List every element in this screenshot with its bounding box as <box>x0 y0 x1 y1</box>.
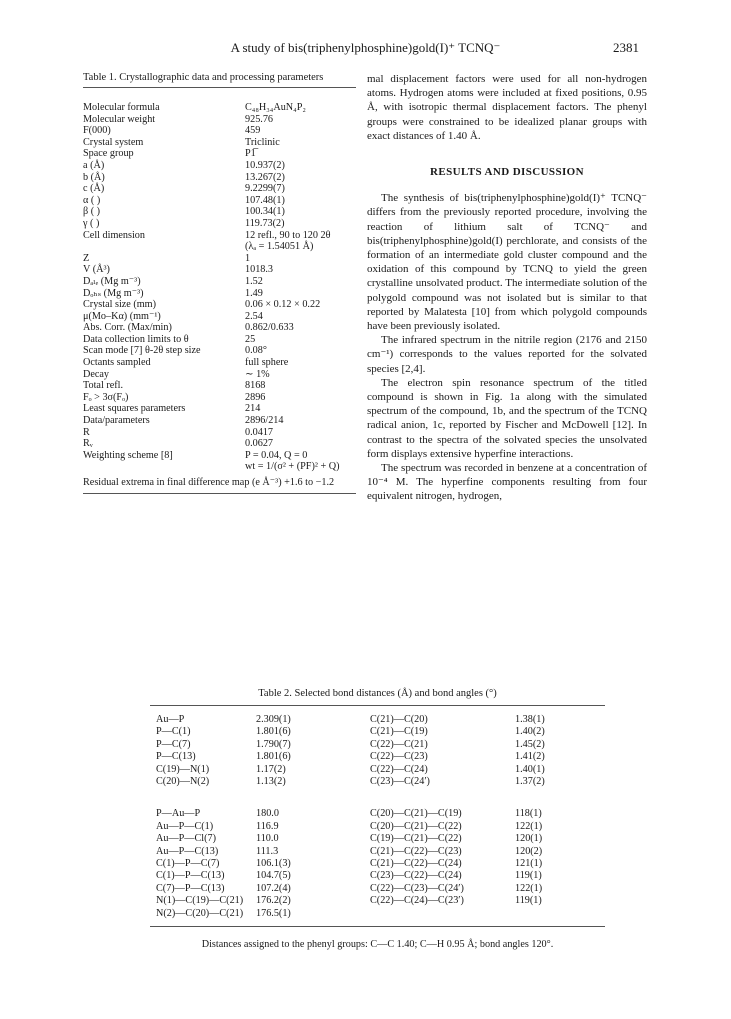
table-1-value: 2896/214 <box>245 415 284 427</box>
table-2-value: 122(1) <box>515 820 543 832</box>
table-2-row <box>150 870 370 882</box>
table-2-value: 1.40(1) <box>515 763 545 775</box>
table-2-value: 1.38(1) <box>515 714 545 725</box>
table-1-row <box>83 322 356 334</box>
table-2 <box>150 688 605 950</box>
table-1-value: 8168 <box>245 380 266 392</box>
table-1-row <box>83 392 356 404</box>
table-1-row <box>83 311 356 323</box>
distances-left-column <box>150 714 370 788</box>
paragraph-5: The spectrum was recorded in benzene at a concentration of 10⁻⁴ M. The hyperfine components resulting from four equivalent nitrogen, hydrogen, <box>367 462 647 503</box>
table-1-label: Crystal system <box>83 136 144 148</box>
table-1-row <box>83 253 356 265</box>
table-1-row <box>83 415 356 427</box>
table-1-label: a (Å) <box>83 159 105 171</box>
table-1-value: 0.0627 <box>245 438 274 450</box>
section-heading: RESULTS AND DISCUSSION <box>430 166 584 179</box>
table-1-label: Rᵥ <box>83 438 93 450</box>
table-2-note: Distances assigned to the phenyl groups: C—C 1.40; C—H 0.95 Å; bond angles 120°. <box>201 939 554 951</box>
table-1-row <box>83 334 356 346</box>
angles-left-column <box>150 808 370 920</box>
table-1-value: 2.54 <box>245 310 263 322</box>
table-1-value: wt = 1/(σ² + (PF)² + Q) <box>245 461 340 473</box>
table-1-label: Octants sampled <box>83 357 151 369</box>
table-2-value: 104.7(5) <box>256 870 291 882</box>
table-2-angle: N(1)—C(19)—C(21) <box>156 895 244 907</box>
table-1-label: Molecular formula <box>83 102 160 113</box>
table-1-value: 107.48(1) <box>245 194 285 206</box>
table-1-value: 1018.3 <box>245 264 274 276</box>
table-1-value: 214 <box>245 403 261 415</box>
table-1-value: 10.937(2) <box>245 159 285 171</box>
table-1-label: Z <box>83 252 90 264</box>
table-1-label <box>83 241 245 253</box>
table-1-label: R <box>83 426 90 438</box>
table-1-label: Least squares parameters <box>83 403 186 415</box>
table-2-row <box>370 821 605 833</box>
table-1-rows <box>83 102 356 473</box>
table-2-angle: C(19)—C(21)—C(22) <box>370 833 462 845</box>
table-2-bond: P—C(7) <box>156 738 191 750</box>
table-1-label: Fₒ > 3σ(Fₒ) <box>83 391 129 403</box>
table-2-bond: Au—P <box>156 714 185 725</box>
table-1-row <box>83 288 356 300</box>
table-1-label: Abs. Corr. (Max/min) <box>83 322 172 334</box>
page-number: 2381 <box>613 40 639 55</box>
table-1-value: 1.52 <box>245 275 263 287</box>
table-1-row <box>83 438 356 450</box>
table-1-label: V (Å³) <box>83 264 110 276</box>
table-1-label: β ( ) <box>83 206 101 218</box>
table-1-value: C₄₈H₃₄AuN₄P₂ <box>245 102 306 113</box>
distances-right-column <box>370 714 605 788</box>
table-2-row <box>370 895 605 907</box>
table-2-bond: C(19)—N(1) <box>156 763 210 775</box>
table-1-row <box>83 183 356 195</box>
table-2-value: 176.2(2) <box>256 895 291 907</box>
table-1 <box>83 72 356 494</box>
angles-right-column <box>370 808 605 920</box>
table-1-value: 9.2299(7) <box>245 183 285 195</box>
table-2-bond: C(21)—C(20) <box>370 714 428 725</box>
table-1-bottom-rule <box>83 493 356 494</box>
table-2-angle: Au—P—C(13) <box>156 845 219 857</box>
table-2-row <box>370 833 605 845</box>
table-1-row <box>83 380 356 392</box>
table-1-row <box>83 172 356 184</box>
table-1-value: 1 <box>245 252 251 264</box>
table-1-row <box>83 461 356 473</box>
table-1-row <box>83 102 356 114</box>
table-1-caption: Table 1. Crystallographic data and processing parameters <box>83 72 324 83</box>
table-1-value: P = 0.04, Q = 0 <box>245 449 308 461</box>
table-1-row <box>83 230 356 242</box>
table-2-value: 1.13(2) <box>256 776 286 788</box>
table-1-value: full sphere <box>245 357 289 369</box>
table-1-row <box>83 148 356 160</box>
table-2-angle: C(22)—C(23)—C(24′) <box>370 882 464 894</box>
paragraph-4: The electron spin resonance spectrum of the titled compound is shown in Fig. 1a along with the simulated spectrum of the compound, 1b, and the spectrum of the TCNQ radical anion, 1c, reported by Fischer and McDowell [12]. In contrast to the spectra of the solvated species the unsolvated form displays extensive hyperfine interactions. <box>367 376 647 460</box>
table-2-angle: P—Au—P <box>156 808 201 820</box>
table-2-angle: C(20)—C(21)—C(22) <box>370 820 462 832</box>
table-2-row <box>150 764 370 776</box>
table-2-row <box>370 870 605 882</box>
table-1-row <box>83 299 356 311</box>
table-2-value: 122(1) <box>515 882 543 894</box>
table-1-label: Crystal size (mm) <box>83 299 156 311</box>
table-1-row <box>83 345 356 357</box>
table-1-label: Decay <box>83 368 110 380</box>
table-2-row <box>370 739 605 751</box>
table-1-label: Space group <box>83 148 134 160</box>
table-2-value: 1.790(7) <box>256 738 291 750</box>
table-2-angle: C(1)—P—C(13) <box>156 870 225 882</box>
table-1-value: P1̅ <box>245 148 256 160</box>
table-2-bond: C(22)—C(23) <box>370 751 428 763</box>
table-2-angle: Au—P—C(1) <box>156 820 214 832</box>
table-2-value: 107.2(4) <box>256 882 291 894</box>
table-1-label <box>83 461 245 473</box>
table-1-value: 100.34(1) <box>245 206 285 218</box>
table-1-row <box>83 450 356 462</box>
table-2-angle: C(7)—P—C(13) <box>156 882 225 894</box>
table-1-value: Triclinic <box>245 136 280 148</box>
table-2-row <box>150 739 370 751</box>
table-2-angle: N(2)—C(20)—C(21) <box>156 907 244 919</box>
table-2-value: 110.0 <box>256 833 279 845</box>
table-1-value: 13.267(2) <box>245 171 285 183</box>
table-1-value: 12 refl., 90 to 120 2θ <box>245 229 331 241</box>
table-2-row <box>370 858 605 870</box>
table-1-row <box>83 276 356 288</box>
running-title: A study of bis(triphenylphosphine)gold(I)⁺ TCNQ⁻ <box>230 40 501 55</box>
table-1-label: μ(Mo–Kα) (mm⁻¹) <box>83 310 161 322</box>
table-1-label: γ ( ) <box>83 217 100 229</box>
table-1-residual: Residual extrema in final difference map (e Å⁻³) +1.6 to −1.2 <box>83 477 335 488</box>
table-2-bond: C(22)—C(21) <box>370 738 428 750</box>
table-2-value: 119(1) <box>515 895 542 907</box>
table-1-label: Data/parameters <box>83 415 150 427</box>
table-1-value: 25 <box>245 333 256 345</box>
table-1-value: 0.06 × 0.12 × 0.22 <box>245 299 321 311</box>
table-2-value: 120(1) <box>515 833 543 845</box>
table-2-row <box>370 846 605 858</box>
table-1-value: 0.08° <box>245 345 267 357</box>
table-1-label: Data collection limits to θ <box>83 333 189 345</box>
table-2-bond: C(23)—C(24′) <box>370 776 430 788</box>
table-2-row <box>370 764 605 776</box>
table-2-row <box>370 751 605 763</box>
table-1-row <box>83 114 356 126</box>
table-2-value: 1.40(2) <box>515 726 545 738</box>
table-2-row <box>370 714 605 726</box>
table-2-row <box>150 751 370 763</box>
table-2-bond: C(21)—C(19) <box>370 726 428 738</box>
table-2-angles <box>150 808 605 920</box>
table-2-row <box>150 858 370 870</box>
table-1-value: 0.0417 <box>245 426 274 438</box>
table-2-row <box>150 895 370 907</box>
table-2-row <box>150 776 370 788</box>
table-2-caption: Table 2. Selected bond distances (Å) and bond angles (°) <box>258 688 497 699</box>
table-2-angle: C(20)—C(21)—C(19) <box>370 808 462 820</box>
table-1-row <box>83 206 356 218</box>
table-2-row <box>370 808 605 820</box>
table-1-row <box>83 357 356 369</box>
table-2-value: 1.801(6) <box>256 726 291 738</box>
table-1-label: Scan mode [7] θ-2θ step size <box>83 345 201 357</box>
body-text-column <box>367 72 647 504</box>
table-2-distances <box>150 714 605 788</box>
table-1-label: α ( ) <box>83 194 101 206</box>
table-2-row <box>370 883 605 895</box>
table-2-row <box>150 821 370 833</box>
table-2-row <box>370 726 605 738</box>
table-1-row <box>83 264 356 276</box>
running-header <box>0 40 731 60</box>
table-1-value: 0.862/0.633 <box>245 322 294 334</box>
table-1-row <box>83 125 356 137</box>
table-2-row <box>370 776 605 788</box>
table-1-row <box>83 218 356 230</box>
table-2-angle: C(23)—C(22)—C(24) <box>370 870 462 882</box>
table-2-value: 118(1) <box>515 808 542 820</box>
table-2-value: 1.45(2) <box>515 738 545 750</box>
table-2-value: 1.17(2) <box>256 763 286 775</box>
table-1-label: F(000) <box>83 125 111 137</box>
table-2-value: 1.37(2) <box>515 776 545 788</box>
table-2-value: 111.3 <box>256 845 279 857</box>
paragraph-1: mal displacement factors were used for all non-hydrogen atoms. Hydrogen atoms were included at fixed positions, 0.95 Å, with isotropic thermal displacement factors. The phenyl groups were constrained to be idealized planar groups with exact distances of 1.40 Å. <box>367 73 647 142</box>
table-1-value: 119.73(2) <box>245 217 285 229</box>
table-1-row <box>83 195 356 207</box>
table-1-label: Cell dimension <box>83 229 145 241</box>
table-1-value: ∼ 1% <box>245 368 270 380</box>
table-1-label: Total refl. <box>83 380 124 392</box>
table-2-value: 1.801(6) <box>256 751 291 763</box>
table-1-value: 2896 <box>245 391 266 403</box>
table-2-value: 121(1) <box>515 858 543 870</box>
paragraph-3: The infrared spectrum in the nitrile region (2176 and 2150 cm⁻¹) corresponds to the values reported for the solvated species [2,4]. <box>367 334 647 375</box>
table-2-bond: C(20)—N(2) <box>156 776 210 788</box>
table-1-label: c (Å) <box>83 183 105 195</box>
table-2-row <box>150 726 370 738</box>
table-1-row <box>83 403 356 415</box>
table-2-value: 176.5(1) <box>256 907 291 919</box>
table-2-bond: P—C(13) <box>156 751 196 763</box>
table-2-value: 116.9 <box>256 820 279 832</box>
table-2-row <box>150 808 370 820</box>
table-2-value: 120(2) <box>515 845 543 857</box>
table-2-value: 119(1) <box>515 870 542 882</box>
table-2-row <box>150 714 370 726</box>
table-2-row <box>150 833 370 845</box>
table-2-bond: C(22)—C(24) <box>370 763 428 775</box>
table-1-row <box>83 369 356 381</box>
table-1-value: 1.49 <box>245 287 263 299</box>
table-2-angle: C(21)—C(22)—C(24) <box>370 858 462 870</box>
table-2-value: 1.41(2) <box>515 751 545 763</box>
table-1-value: 459 <box>245 125 261 137</box>
table-2-row <box>150 846 370 858</box>
table-1-row <box>83 427 356 439</box>
table-2-value: 180.0 <box>256 808 279 820</box>
table-2-angle: C(22)—C(24)—C(23′) <box>370 895 464 907</box>
table-2-row <box>150 908 370 920</box>
table-1-row <box>83 241 356 253</box>
table-2-angle: C(21)—C(22)—C(23) <box>370 845 462 857</box>
table-1-label: Dₒₕₛ (Mg m⁻³) <box>83 287 144 299</box>
table-1-label: Dₐₗₑ (Mg m⁻³) <box>83 275 141 287</box>
table-2-value: 106.1(3) <box>256 858 291 870</box>
table-1-label: b (Å) <box>83 171 105 183</box>
table-2-angle: C(1)—P—C(7) <box>156 858 220 870</box>
table-2-row <box>150 883 370 895</box>
table-2-top-rule <box>150 705 605 706</box>
table-2-bond: P—C(1) <box>156 726 191 738</box>
table-1-label: Weighting scheme [8] <box>83 449 173 461</box>
table-2-angle: Au—P—Cl(7) <box>156 833 216 845</box>
table-1-row <box>83 160 356 172</box>
table-1-value: (λₐ = 1.54051 Å) <box>245 241 314 253</box>
table-1-value: 925.76 <box>245 113 274 125</box>
table-2-value: 2.309(1) <box>256 714 291 725</box>
table-1-label: Molecular weight <box>83 113 156 125</box>
table-2-bottom-rule <box>150 926 605 927</box>
paragraph-2: The synthesis of bis(triphenylphosphine)gold(I)⁺ TCNQ⁻ differs from the previously reported procedure, involving the reaction of lithium salt of TCNQ⁻ and bis(triphenylphosphine)gold(I) perchlorate, and consists of the formation of an intermediate gold cluster compound and the oxidation of this compound by TCNQ to yield the green crystalline unsolvated product. The intermediate solution of the polygold compound was not isolated but is similar to that reported by Malatesta [10] from which polygold compounds have been previously isolated. <box>367 192 647 333</box>
table-1-row <box>83 137 356 149</box>
table-1-top-rule <box>83 87 356 88</box>
